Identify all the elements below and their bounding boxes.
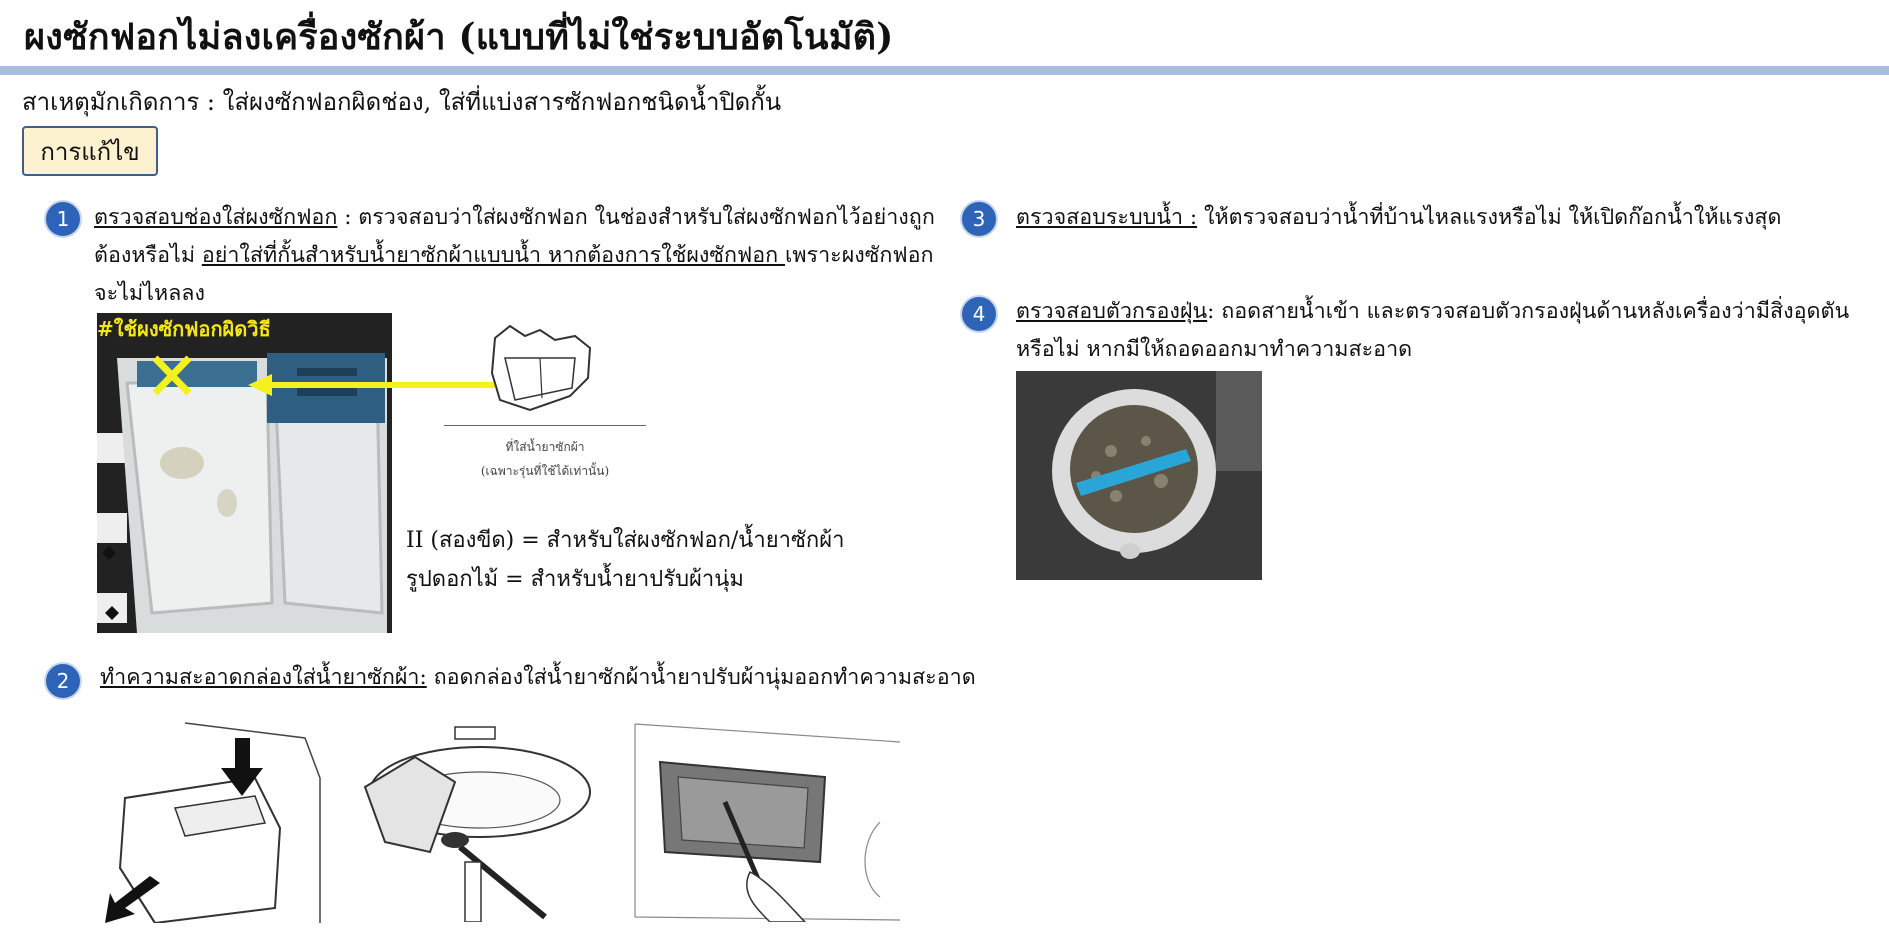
step-2-badge: 2 <box>44 662 82 700</box>
clean-drawer-slot-illustration <box>630 722 905 922</box>
step-3-heading: ตรวจสอบระบบน้ำ : <box>1016 205 1198 230</box>
detergent-drawer-illustration <box>97 313 392 633</box>
note-softener-slot: รูปดอกไม้ = สำหรับน้ำยาปรับผ้านุ่ม <box>406 567 744 592</box>
page-title: ผงซักฟอกไม่ลงเครื่องซักผ้า (แบบที่ไม่ใช่ระบบอัตโนมัติ) <box>24 16 894 58</box>
dust-filter-illustration <box>1016 371 1262 580</box>
step-4-heading: ตรวจสอบตัวกรองฝุ่น <box>1016 299 1208 324</box>
note-detergent-slot: II (สองขีด) = สำหรับใส่ผงซักฟอก/น้ำยาซักผ้า <box>406 528 845 553</box>
part-divider <box>444 425 646 426</box>
step-4-badge: 4 <box>960 295 998 333</box>
arrow-left-icon <box>240 370 500 400</box>
step-2-heading: ทำความสะอาดกล่องใส่น้ำยาซักผ้า: <box>100 665 427 690</box>
wrong-usage-caption: #ใช้ผงซักฟอกผิดวิธี <box>97 317 271 341</box>
detergent-drawer-photo <box>97 313 392 633</box>
step-4-text: ตรวจสอบตัวกรองฝุ่น: ถอดสายน้ำเข้า และตรวจสอบตัวกรองฝุ่นด้านหลังเครื่องว่ามีสิ่งอุดตันหรือไม่ หากมีให้ถอดออกมาทำความสะอาด <box>1016 299 1850 362</box>
part-caption-2: (เฉพาะรุ่นที่ใช้ได้เท่านั้น) <box>480 464 610 478</box>
clean-drawer-sink-illustration <box>355 722 595 922</box>
fix-label: การแก้ไข <box>40 137 140 166</box>
cause-text: สาเหตุมักเกิดการ : ใส่ผงซักฟอกผิดช่อง, ใส่ที่แบ่งสารซักฟอกชนิดน้ำปิดกั้น <box>22 88 782 116</box>
step-1-text: ตรวจสอบช่องใส่ผงซักฟอก : ตรวจสอบว่าใส่ผงซักฟอก ในช่องสำหรับใส่ผงซักฟอกไว้อย่างถูกต้องหรือไม่ อย่าใส่ที่กั้นสำหรับน้ำยาซักผ้าแบบน้ำ หากต้องการใช้ผงซักฟอก เพราะผงซักฟอกจะไม่ไหลลง <box>94 205 935 306</box>
title-underline-bar <box>0 66 1889 75</box>
fix-label-box <box>22 126 158 176</box>
step-3-badge: 3 <box>960 200 998 238</box>
part-caption-1: ที่ใส่น้ำยาซักผ้า <box>505 440 585 454</box>
liquid-detergent-insert-icon <box>480 318 610 418</box>
step-1-emphasis: อย่าใส่ที่กั้นสำหรับน้ำยาซักผ้าแบบน้ำ หากต้องการใช้ผงซักฟอก <box>201 243 786 268</box>
dust-filter-photo <box>1016 371 1262 580</box>
step-2-text: ทำความสะอาดกล่องใส่น้ำยาซักผ้า: ถอดกล่องใส่น้ำยาซักผ้าน้ำยาปรับผ้านุ่มออกทำความสะอาด <box>100 665 976 690</box>
remove-drawer-illustration <box>105 718 325 923</box>
step-1-badge: 1 <box>44 200 82 238</box>
step-1-heading: ตรวจสอบช่องใส่ผงซักฟอก <box>94 205 338 230</box>
step-3-text: ตรวจสอบระบบน้ำ : ให้ตรวจสอบว่าน้ำที่บ้านไหลแรงหรือไม่ ให้เปิดก๊อกน้ำให้แรงสุด <box>1016 205 1782 230</box>
